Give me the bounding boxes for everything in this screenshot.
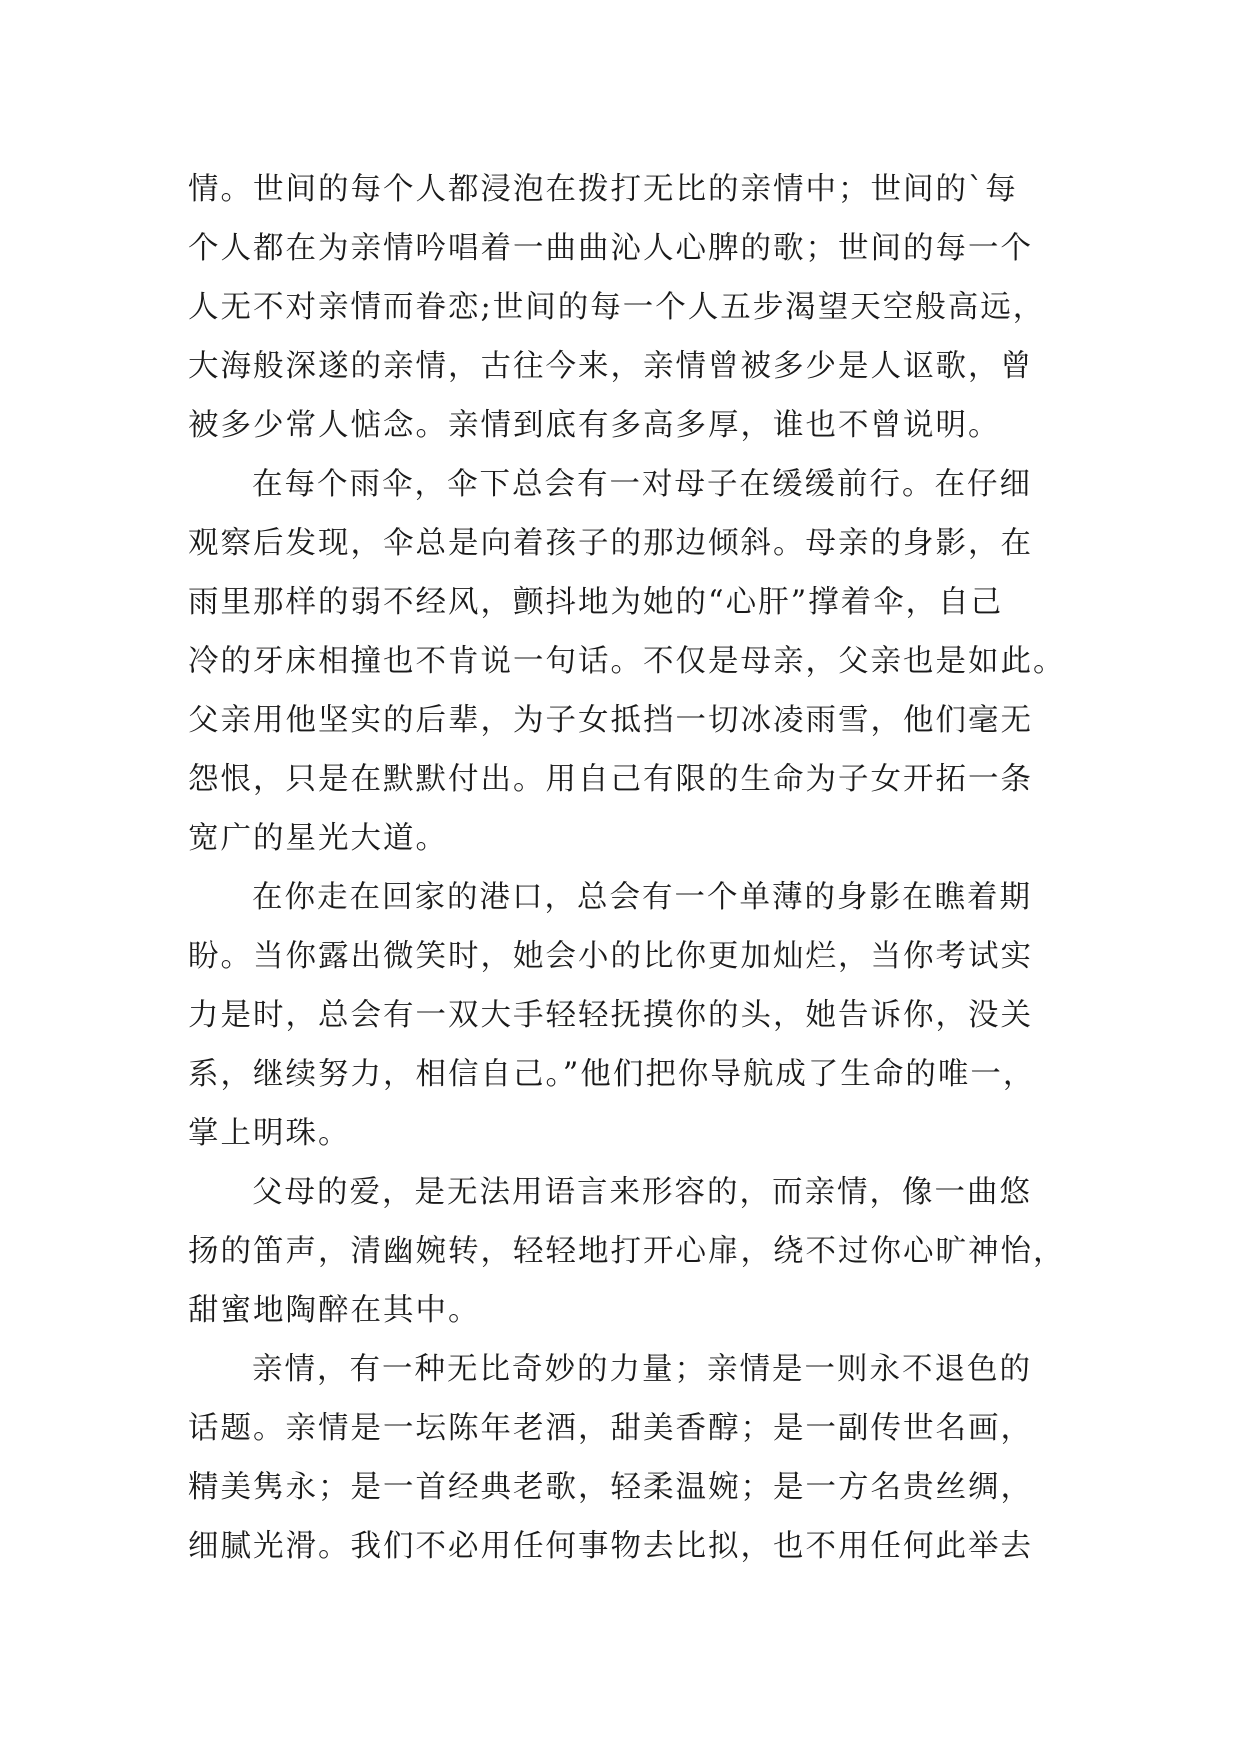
text-line: 细腻光滑。我们不必用任何事物去比拟，也不用任何此举去 [188,1529,1033,1564]
paragraph-first-line: 亲情，有一种无比奇妙的力量；亲情是一则永不退色的 [252,1352,1032,1387]
text-line: 个人都在为亲情吟唱着一曲曲沁人心脾的歌；世间的每一个 [188,231,1033,266]
text-line: 话题。亲情是一坛陈年老酒，甜美香醇；是一副传世名画， [188,1411,1033,1446]
text-line: 人无不对亲情而眷恋;世间的每一个人五步渴望天空般高远， [188,290,1046,325]
text-line: 观察后发现，伞总是向着孩子的那边倾斜。母亲的身影，在 [188,526,1033,561]
text-line: 掌上明珠。 [188,1116,351,1151]
text-line: 甜蜜地陶醉在其中。 [188,1293,481,1328]
text-line: 精美隽永；是一首经典老歌，轻柔温婉；是一方名贵丝绸， [188,1470,1033,1505]
paragraph-first-line: 父母的爱，是无法用语言来形容的，而亲情，像一曲悠 [252,1175,1032,1210]
text-line: 扬的笛声，清幽婉转，轻轻地打开心扉，绕不过你心旷神怡， [188,1234,1066,1269]
text-line: 冷的牙床相撞也不肯说一句话。不仅是母亲，父亲也是如此。 [188,644,1066,679]
text-line: 父亲用他坚实的后辈，为子女抵挡一切冰凌雨雪，他们毫无 [188,703,1033,738]
text-line: 情。世间的每个人都浸泡在拨打无比的亲情中；世间的`每 [188,172,1018,207]
paragraph-first-line: 在你走在回家的港口，总会有一个单薄的身影在瞧着期 [252,880,1032,915]
text-line: 系，继续努力，相信自己。”他们把你导航成了生命的唯一， [188,1057,1036,1092]
text-line: 被多少常人惦念。亲情到底有多高多厚，谁也不曾说明。 [188,408,1001,443]
document-body [188,160,1088,1576]
text-line: 宽广的星光大道。 [188,821,448,856]
text-line: 大海般深遂的亲情，古往今来，亲情曾被多少是人讴歌，曾 [188,349,1033,384]
paragraph-first-line: 在每个雨伞，伞下总会有一对母子在缓缓前行。在仔细 [252,467,1032,502]
text-line: 盼。当你露出微笑时，她会小的比你更加灿烂，当你考试实 [188,939,1033,974]
text-line: 力是时，总会有一双大手轻轻抚摸你的头，她告诉你，没关 [188,998,1033,1033]
text-line: 怨恨，只是在默默付出。用自己有限的生命为子女开拓一条 [188,762,1033,797]
text-line: 雨里那样的弱不经风，颤抖地为她的“心肝”撑着伞，自己 [188,585,1004,620]
